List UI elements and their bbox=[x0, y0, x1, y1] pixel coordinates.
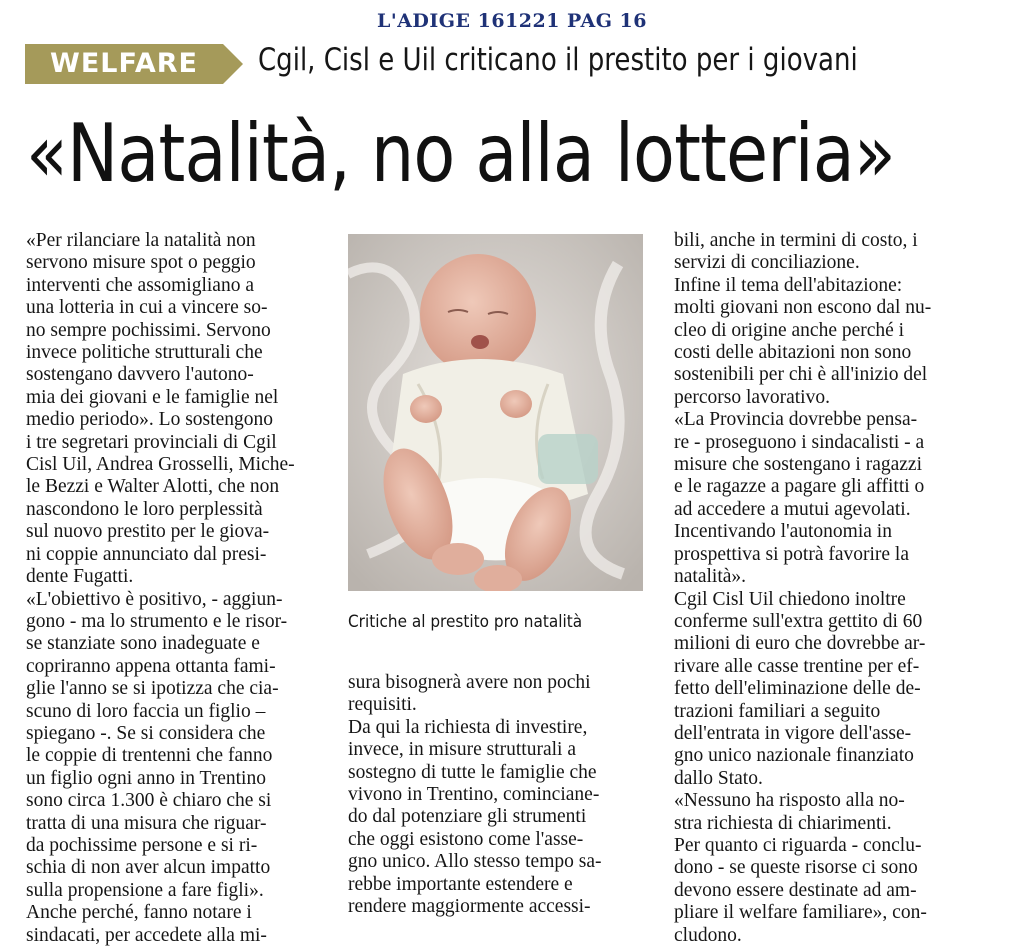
kicker: Cgil, Cisl e Uil criticano il prestito per i giovani bbox=[258, 42, 858, 78]
paragraph: Cgil Cisl Uil chiedono inoltre conferme sull'extra gettito di 60 milioni di euro che dovrebbe ar- rivare alle casse trentine per ef- fetto dell'eliminazione delle de- trazioni familiari a seguito dell'entrata in vigore dell'asse- gno unico nazionale finanziato dallo Stato. bbox=[674, 588, 926, 789]
source-label: L'ADIGE 161221 PAG 16 bbox=[377, 10, 647, 32]
paragraph: «La Provincia dovrebbe pensa- re - proseguono i sindacalisti - a misure che sostengano i ragazzi e le ragazze a pagare gli affitti o ad accedere a mutui agevolati. Incentivando l'autonomia in prospettiva si potrà favorire la natalità». bbox=[674, 409, 925, 588]
baby-photo bbox=[348, 234, 643, 591]
photo-caption: Critiche al prestito pro natalità bbox=[348, 612, 583, 632]
article-column-1 bbox=[26, 230, 338, 947]
paragraph: Infine il tema dell'abitazione: molti giovani non escono dal nu- cleo di origine anche perché i costi delle abitazioni non sono sostenibili per chi è all'inizio del percorso lavorativo. bbox=[674, 274, 932, 408]
baby-photo-image bbox=[348, 234, 643, 591]
section-tag bbox=[25, 44, 243, 84]
article-column-2 bbox=[348, 672, 644, 918]
headline: «Natalità, no alla lotteria» bbox=[26, 107, 895, 200]
article-column-3 bbox=[674, 230, 974, 947]
paragraph: «Nessuno ha risposto alla no- stra richiesta di chiarimenti. Per quanto ci riguarda - conclu- dono - se queste risorse ci sono devono essere destinate ad am- pliare il welfare familiare», con- cludono. bbox=[674, 790, 927, 946]
paragraph: «Per rilanciare la natalità non servono misure spot o peggio interventi che assomigliano a una lotteria in cui a vincere so- no sempre pochissimi. Servono invece politiche strutturali che sostengano davvero l'autono- mia dei giovani e le famiglie nel medio periodo». Lo sostengono i tre segretari provinciali di Cgil Cisl Uil, Andrea Grosselli, Miche- le Bezzi e Walter Alotti, che non nascondono le loro perplessità sul nuovo prestito per le giova- ni coppie annunciato dal presi- dente Fugatti. bbox=[26, 230, 295, 588]
paragraph: Anche perché, fanno notare i sindacati, per accedete alla mi- bbox=[26, 902, 267, 946]
paragraph: bili, anche in termini di costo, i servizi di conciliazione. bbox=[674, 230, 918, 274]
paragraph: Da qui la richiesta di investire, invece, in misure strutturali a sostegno di tutte le famiglie che vivono in Trentino, cominciane- do dal potenziare gli strumenti che oggi esistono come l'asse- gno unico. Allo stesso tempo sa- rebbe importante estendere e rendere maggiormente accessi- bbox=[348, 716, 602, 918]
section-tag-label: WELFARE bbox=[50, 48, 198, 79]
paragraph: sura bisognerà avere non pochi requisiti. bbox=[348, 672, 591, 716]
paragraph: «L'obiettivo è positivo, - aggiun- gono - ma lo strumento e le risor- se stanziate sono inadeguate e copriranno appena ottanta fami- glie l'anno se si ipotizza che cia- scuno di loro faccia un figlio – spiegano -. Se si considera che le coppie di trentenni che fanno un figlio ogni anno in Trentino sono circa 1.300 è chiaro che si tratta di una misura che riguar- da pochissime persone e si ri- schia di non aver alcun impatto sulla propensione a fare figli». bbox=[26, 588, 288, 901]
